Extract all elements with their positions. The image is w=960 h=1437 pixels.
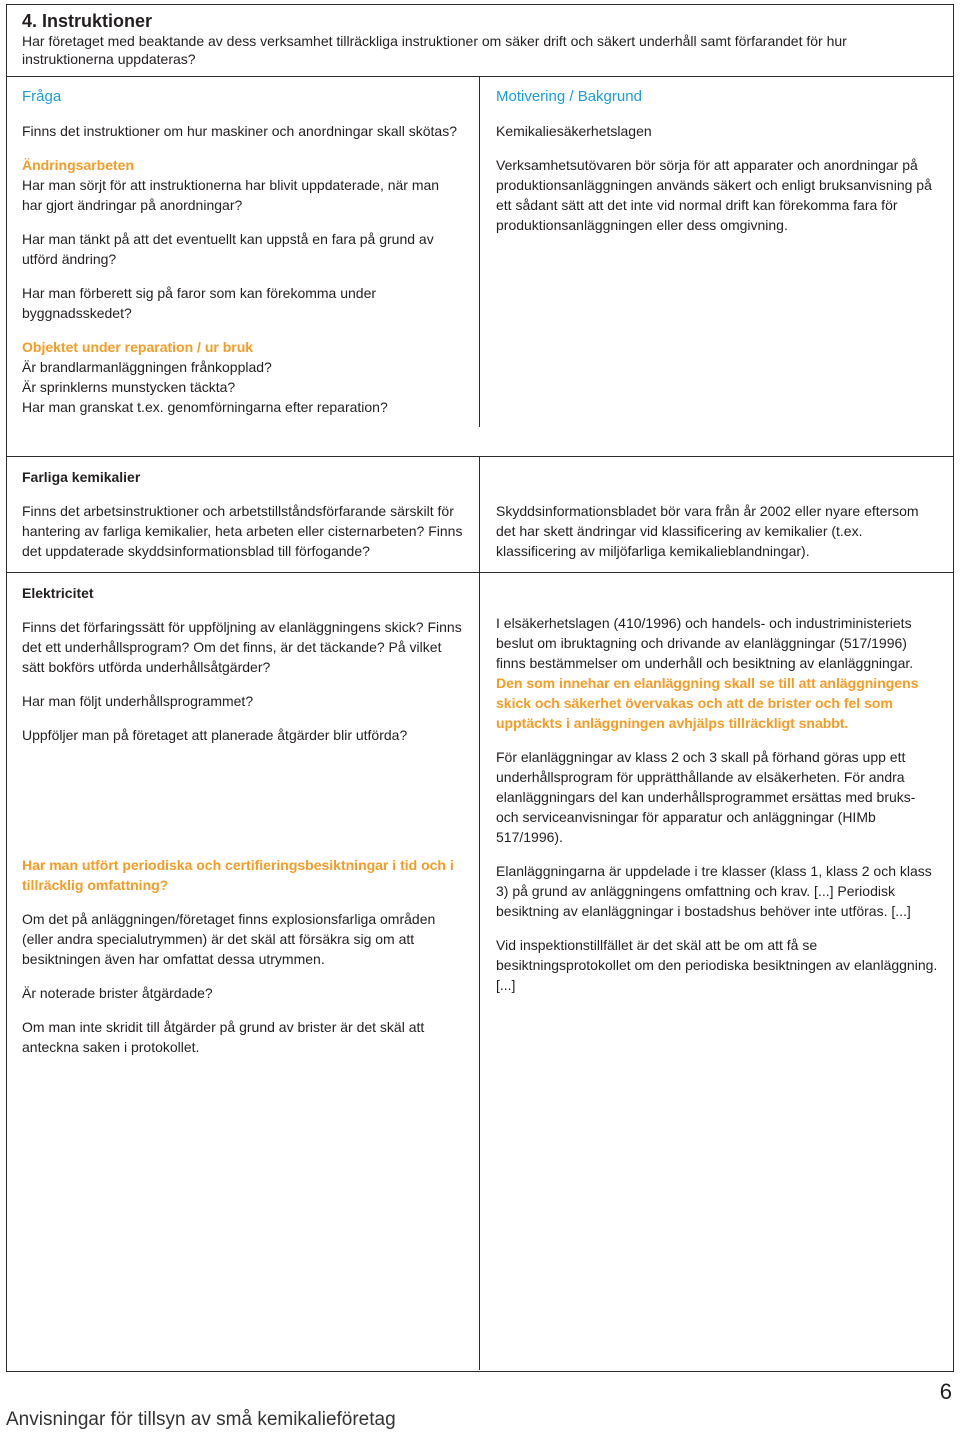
r-eslaw: I elsäkerhetslagen (410/1996) och handels- och industriministeriets beslut om ibruktagning och drivande av elanläggningar (517/1996) finns bestämmelser om underhåll och besiktning av elanläggningar. [496, 615, 914, 671]
q-hazard: Har man tänkt på att det eventuellt kan uppstå en fara på grund av utförd ändring? [22, 231, 434, 267]
page-number: 6 [939, 1379, 952, 1404]
q-alarm: Är brandlarmanläggningen frånkopplad? [22, 359, 272, 375]
q-inspection: Har man granskat t.ex. genomförningarna efter reparation? [22, 399, 388, 415]
q-program: Har man följt underhållsprogrammet? [22, 693, 254, 709]
sub-changes: Ändringsarbeten [22, 157, 135, 173]
q-actions: Uppföljer man på företaget att planerade åtgärder blir utförda? [22, 727, 408, 743]
block-instructions [6, 76, 954, 427]
q-fixed: Är noterade brister åtgärdade? [22, 985, 213, 1001]
section-header [6, 6, 954, 72]
r-owner: Den som innehar en elanläggning skall se till att anläggningens skick och säkerhet övervakas och att de brister och fel som upptäckts i anläggningen avhjälps tillräckligt snabbt. [496, 675, 919, 731]
elec-heading: Elektricitet [22, 585, 94, 601]
q-periodic: Har man utfört periodiska och certifieringsbesiktningar i tid och i tillräcklig omfattning? [22, 857, 454, 893]
section-intro: Har företaget med beaktande av dess verksamhet tillräckliga instruktioner om säker drift och säkert underhåll samt förfarandet för hur instruktionerna uppdateras? [22, 33, 847, 67]
col-reason [480, 76, 954, 427]
col-question [6, 456, 480, 585]
q-sprinkler: Är sprinklerns munstycken täckta? [22, 379, 236, 395]
q-follow: Finns det förfaringssätt för uppföljning av elanläggningens skick? Finns det ett underhållsprogram? Om det finns, är det täckande? På vilket sätt bokförs utförda underhållsåtgärder? [22, 619, 462, 675]
col-reason [480, 456, 954, 585]
sub-repair: Objektet under reparation / ur bruk [22, 339, 254, 355]
q-updated: Har man sörjt för att instruktionerna har blivit uppdaterade, när man har gjort ändringar på anordningar? [22, 177, 440, 213]
col-question [6, 76, 480, 427]
r-classes: Elanläggningarna är uppdelade i tre klasser (klass 1, klass 2 och klass 3) på grund av anläggningens omfattning och krav. [...] Periodisk besiktning av elanläggningar i bostadshus behöver inte utföras. [...] [496, 863, 932, 919]
r-chem: Skyddsinformationsbladet bör vara från år 2002 eller nyare eftersom det har skett ändringar vid klassificering av kemikalier (t.ex. klassificering av miljöfarliga kemikalieblandningar). [496, 503, 919, 559]
chem-heading: Farliga kemikalier [22, 469, 141, 485]
section-title: 4. Instruktioner [22, 11, 153, 31]
r-law: Kemikaliesäkerhetslagen [496, 123, 652, 139]
q-protocol: Om man inte skridit till åtgärder på grund av brister är det skäl att anteckna saken i protokollet. [22, 1019, 425, 1055]
q-instruction: Finns det instruktioner om hur maskiner och anordningar skall skötas? [22, 123, 457, 139]
r-operator: Verksamhetsutövaren bör sörja för att apparater och anordningar på produktionsanläggningen används säkert och enligt bruksanvisning på ett sådant sätt att det inte vid normal drift kan förekomma fara för produktionsanläggningen eller dess omgivning. [496, 157, 932, 233]
header-question: Fråga [22, 88, 62, 105]
col-reason [480, 572, 954, 1370]
q-explosive: Om det på anläggningen/företaget finns explosionsfarliga områden (eller andra specialutrymmen) är det skäl att försäkra sig om att besiktningen även har omfattat dessa utrymmen. [22, 911, 436, 967]
header-reason: Motivering / Bakgrund [496, 88, 642, 105]
col-question [6, 572, 480, 1370]
block-electric [6, 572, 954, 1370]
q-chem: Finns det arbetsinstruktioner och arbetstillståndsförfarande särskilt för hantering av farliga kemikalier, heta arbeten eller cisternarbeten? Finns det uppdaterade skyddsinformationsblad till förfogande? [22, 503, 463, 559]
r-program: För elanläggningar av klass 2 och 3 skall på förhand göras upp ett underhållsprogram för upprätthållande av elsäkerheten. För andra elanläggningars del kan underhållsprogrammet ersättas med bruks- och serviceanvisningar för apparatur och anläggningar (HIMb 517/1996). [496, 749, 916, 845]
footer-text: Anvisningar för tillsyn av små kemikalieföretag [6, 1409, 396, 1430]
q-construction: Har man förberett sig på faror som kan förekomma under byggnadsskedet? [22, 285, 377, 321]
r-inspection: Vid inspektionstillfället är det skäl att be om att få se besiktningsprotokollet om den periodiska besiktningen av elanläggning. [...] [496, 937, 938, 993]
block-chemicals [6, 456, 954, 585]
